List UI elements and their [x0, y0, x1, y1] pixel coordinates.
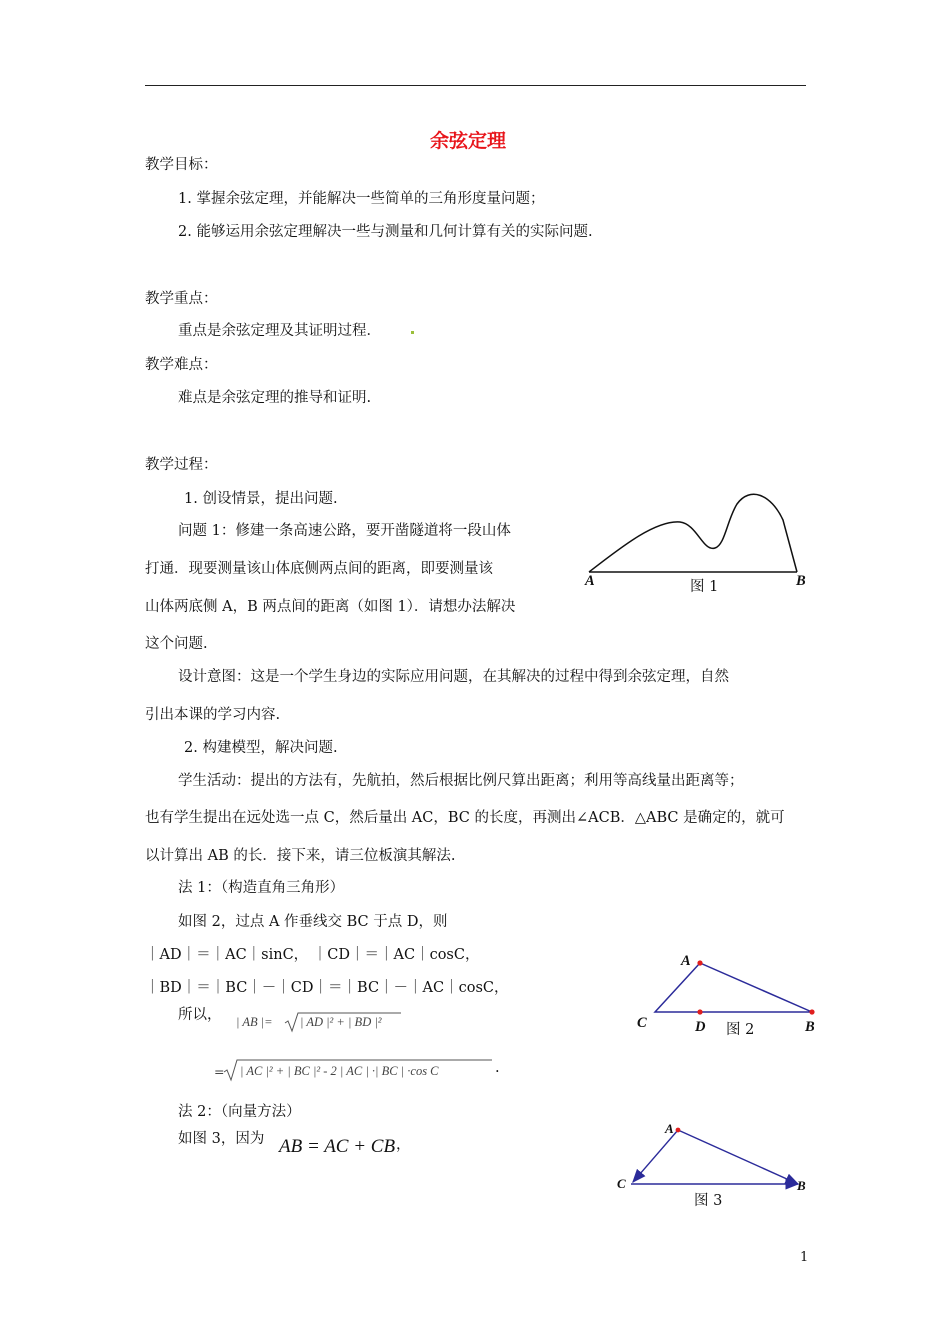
page-number: 1	[800, 1250, 809, 1265]
method2-title: 法 2：（向量方法）	[178, 1104, 301, 1120]
figure3-caption: 图 3	[694, 1193, 723, 1209]
problem1-line-4: 这个问题.	[145, 636, 208, 652]
point-d-marker	[697, 1009, 702, 1014]
formula2-radicand: | AC |² + | BC |² - 2 | AC | ·| BC | ·cos C	[240, 1064, 439, 1078]
document-title: 余弦定理	[430, 130, 507, 152]
formula1-lhs: | AB |=	[236, 1015, 273, 1029]
objective-item-2: 2. 能够运用余弦定理解决一些与测量和几何计算有关的实际问题.	[178, 224, 593, 240]
fig3-point-a-marker	[676, 1128, 681, 1133]
activity-line-2: 也有学生提出在远处选一点 C，然后量出 AC，BC 的长度，再测出∠ACB．△ABC 是确定的，就可	[145, 810, 785, 826]
vector-ac	[633, 1130, 678, 1182]
figure2-point-d: D	[695, 1019, 706, 1035]
formula1-radicand: | AD |² + | BD |²	[300, 1015, 382, 1029]
objective-item-1: 1. 掌握余弦定理，并能解决一些简单的三角形度量问题；	[178, 191, 545, 207]
problem1-line-2: 打通．现要测量该山体底侧两点间的距离，即要测量该	[145, 561, 493, 577]
mountain-curve	[589, 494, 797, 572]
triangle-abc	[655, 963, 812, 1012]
figure2-point-a: A	[681, 953, 691, 969]
figure1-caption: 图 1	[690, 579, 719, 595]
so-label: 所以，	[178, 1007, 222, 1023]
step2-heading: 2. 构建模型，解决问题.	[184, 740, 338, 756]
method1-equation-2: ｜BD｜＝｜BC｜－｜CD｜＝｜BC｜－｜AC｜cosC，	[145, 980, 509, 996]
point-b-marker	[809, 1009, 814, 1014]
figure1-point-a: A	[585, 573, 595, 589]
method1-intro: 如图 2，过点 A 作垂线交 BC 于点 D，则	[178, 914, 448, 930]
figure3-point-c: C	[617, 1176, 626, 1191]
figure-3	[620, 1120, 810, 1195]
difficulty-heading: 教学难点：	[145, 357, 218, 373]
figure3-point-b: B	[797, 1178, 806, 1193]
design-intent-line-1: 设计意图：这是一个学生身边的实际应用问题，在其解决的过程中得到余弦定理，自然	[178, 669, 729, 685]
method1-title: 法 1：（构造直角三角形）	[178, 880, 345, 896]
figure2-point-c: C	[637, 1015, 647, 1031]
figure1-point-b: B	[796, 573, 806, 589]
problem1-line-1: 问题 1：修建一条高速公路，要开凿隧道将一段山体	[178, 523, 511, 539]
formula2-tail: .	[495, 1060, 500, 1076]
design-intent-line-2: 引出本课的学习内容.	[145, 707, 281, 723]
method2-intro: 如图 3，因为	[178, 1131, 265, 1147]
objectives-heading: 教学目标：	[145, 157, 218, 173]
step1-heading: 1. 创设情景，提出问题.	[184, 491, 338, 507]
figure2-point-b: B	[805, 1019, 815, 1035]
activity-line-1: 学生活动：提出的方法有，先航拍，然后根据比例尺算出距离；利用等高线量出距离等；	[178, 773, 744, 789]
key-point-heading: 教学重点：	[145, 291, 218, 307]
problem1-line-3: 山体两底侧 A，B 两点间的距离（如图 1）．请想办法解决	[145, 599, 516, 615]
marker-dot	[411, 331, 414, 334]
difficulty-text: 难点是余弦定理的推导和证明.	[178, 390, 372, 406]
header-rule	[145, 85, 806, 86]
vector-equation-tail: ，	[396, 1137, 411, 1153]
vector-ab	[678, 1130, 798, 1184]
figure-2	[650, 955, 820, 1025]
figure3-point-a: A	[665, 1121, 674, 1136]
formula2-lhs: =	[214, 1064, 225, 1079]
process-heading: 教学过程：	[145, 457, 218, 473]
point-a-marker	[697, 960, 702, 965]
figure2-caption: 图 2	[726, 1022, 755, 1038]
method1-equation-1: ｜AD｜＝｜AC｜sinC， ｜CD｜＝｜AC｜cosC，	[145, 947, 480, 963]
vector-equation: AB = AC + CB	[279, 1136, 396, 1157]
activity-line-3: 以计算出 AB 的长．接下来，请三位板演其解法.	[145, 848, 456, 864]
key-point-text: 重点是余弦定理及其证明过程．	[178, 323, 381, 339]
